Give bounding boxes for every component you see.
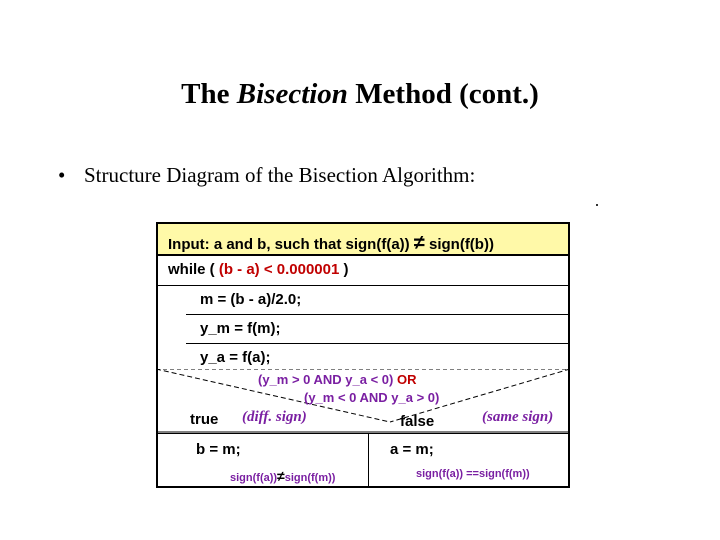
title-pre: The — [181, 78, 237, 110]
structure-diagram — [156, 222, 570, 488]
true-footer-left: sign(f(a)) — [230, 472, 278, 484]
input-row — [156, 222, 570, 256]
true-footer-op: ≠ — [277, 468, 285, 484]
true-action: b = m; — [196, 441, 241, 458]
false-footer: sign(f(a)) ==sign(f(m)) — [416, 468, 530, 480]
statement-ya: y_a = f(a); — [186, 344, 570, 369]
bullet-text: Structure Diagram of the Bisection Algorithm: — [84, 163, 476, 187]
input-right: sign(f(b)) — [428, 236, 494, 253]
condition-or: OR — [397, 372, 417, 387]
while-row — [156, 256, 570, 286]
condition-line1-wrap — [258, 372, 417, 387]
not-equal-symbol: ≠ — [413, 232, 425, 254]
true-note: (diff. sign) — [242, 409, 307, 425]
bullet-item — [58, 163, 475, 188]
bullet-icon: • — [58, 163, 66, 187]
while-keyword: while ( — [168, 261, 215, 278]
true-label: true — [190, 411, 219, 428]
while-condition: (b - a) < 0.000001 — [218, 261, 340, 278]
input-left: Input: a and b, such that sign(f(a)) — [168, 236, 410, 253]
statement-ym: y_m = f(m); — [186, 315, 570, 344]
loop-indent-bar — [156, 286, 186, 369]
condition-block — [156, 369, 570, 433]
while-close: ) — [343, 261, 349, 278]
title-italic: Bisection — [236, 78, 348, 110]
stray-dot — [596, 204, 598, 206]
true-footer — [230, 468, 335, 484]
false-label: false — [400, 413, 435, 430]
condition-line2: (y_m < 0 AND y_a > 0) — [304, 390, 440, 405]
false-action: a = m; — [390, 441, 434, 458]
page-title — [0, 78, 720, 111]
condition-line1: (y_m > 0 AND y_a < 0) — [258, 372, 394, 387]
branch-block — [156, 433, 570, 488]
branch-divider — [368, 434, 369, 487]
true-footer-right: sign(f(m)) — [284, 472, 336, 484]
title-post: Method (cont.) — [347, 78, 539, 110]
false-note: (same sign) — [482, 409, 554, 425]
statement-m: m = (b - a)/2.0; — [186, 286, 570, 315]
